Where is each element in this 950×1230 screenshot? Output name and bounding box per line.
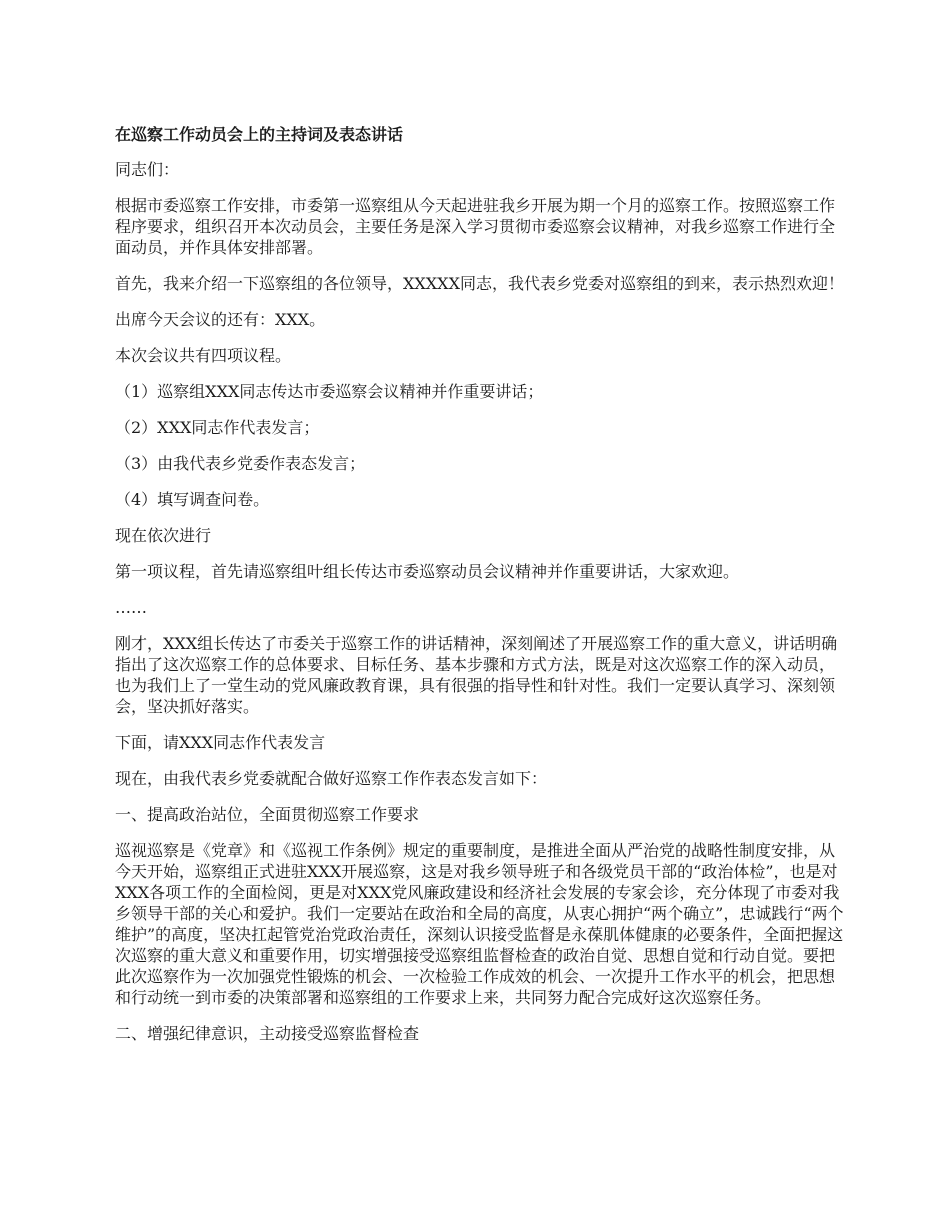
paragraph-intro: 根据市委巡察工作安排，市委第一巡察组从今天起进驻我乡开展为期一个月的巡察工作。按照巡察工作程序要求，组织召开本次动员会，主要任务是深入学习贯彻市委巡察会议精神，对我乡巡察工作进行全面动员，并作具体安排部署。 [115, 196, 836, 257]
paragraph-next-speaker: 下面，请XXX同志作代表发言 [115, 733, 326, 752]
paragraph-agenda-intro: 本次会议共有四项议程。 [115, 346, 292, 365]
paragraph-statement-intro: 现在，由我代表乡党委就配合做好巡察工作作表态发言如下： [115, 769, 548, 788]
paragraph-first-item: 第一项议程，首先请巡察组叶组长传达市委巡察动员会议精神并作重要讲话，大家欢迎。 [115, 562, 740, 581]
agenda-item-3: （3）由我代表乡党委作表态发言； [115, 454, 366, 473]
agenda-item-1: （1）巡察组XXX同志传达市委巡察会议精神并作重要讲话； [115, 382, 544, 401]
agenda-item-2: （2）XXX同志作代表发言； [115, 418, 320, 437]
paragraph-attendees: 出席今天会议的还有：XXX。 [115, 310, 326, 329]
paragraph-welcome: 首先，我来介绍一下巡察组的各位领导，XXXXX同志，我代表乡党委对巡察组的到来，表示热烈欢迎！ [115, 274, 844, 293]
greeting: 同志们： [115, 160, 180, 179]
document-page [115, 124, 845, 1059]
agenda-item-4: （4）填写调查问卷。 [115, 490, 270, 509]
document-title: 在巡察工作动员会上的主持词及表态讲话 [115, 125, 404, 144]
paragraph-summary: 刚才，XXX组长传达了市委关于巡察工作的讲话精神，深刻阐述了开展巡察工作的重大意义，讲话明确指出了这次巡察工作的总体要求、目标任务、基本步骤和方式方法，既是对这次巡察工作的深入动员，也为我们上了一堂生动的党风廉政教育课，具有很强的指导性和针对性。我们一定要认真学习、深刻领会，坚决抓好落实。 [115, 634, 838, 716]
ellipsis: …… [115, 598, 147, 617]
section-heading-1: 一、提高政治站位，全面贯彻巡察工作要求 [115, 805, 420, 824]
paragraph-section-1: 巡视巡察是《党章》和《巡视工作条例》规定的重要制度，是推进全面从严治党的战略性制度安排，从今天开始，巡察组正式进驻XXX开展巡察，这是对我乡领导班子和各级党员干部的“政治体检”，也是对XXX各项工作的全面检阅，更是对XXX党风廉政建设和经济社会发展的专家会诊，充分体现了市委对我乡领导干部的关心和爱护。我们一定要站在政治和全局的高度，从衷心拥护“两个确立”，忠诚践行“两个维护”的高度，坚决扛起管党治党政治责任，深刻认识接受监督是永葆肌体健康的必要条件，全面把握这次巡察的重大意义和重要作用，切实增强接受巡察组监督检查的政治自觉、思想自觉和行动自觉。要把此次巡察作为一次加强党性锻炼的机会、一次检验工作成效的机会、一次提升工作水平的机会，把思想和行动统一到市委的决策部署和巡察组的工作要求上来，共同努力配合完成好这次巡察任务。 [115, 841, 844, 1007]
paragraph-proceed: 现在依次进行 [115, 526, 212, 545]
section-heading-2: 二、增强纪律意识，主动接受巡察监督检查 [115, 1024, 420, 1043]
